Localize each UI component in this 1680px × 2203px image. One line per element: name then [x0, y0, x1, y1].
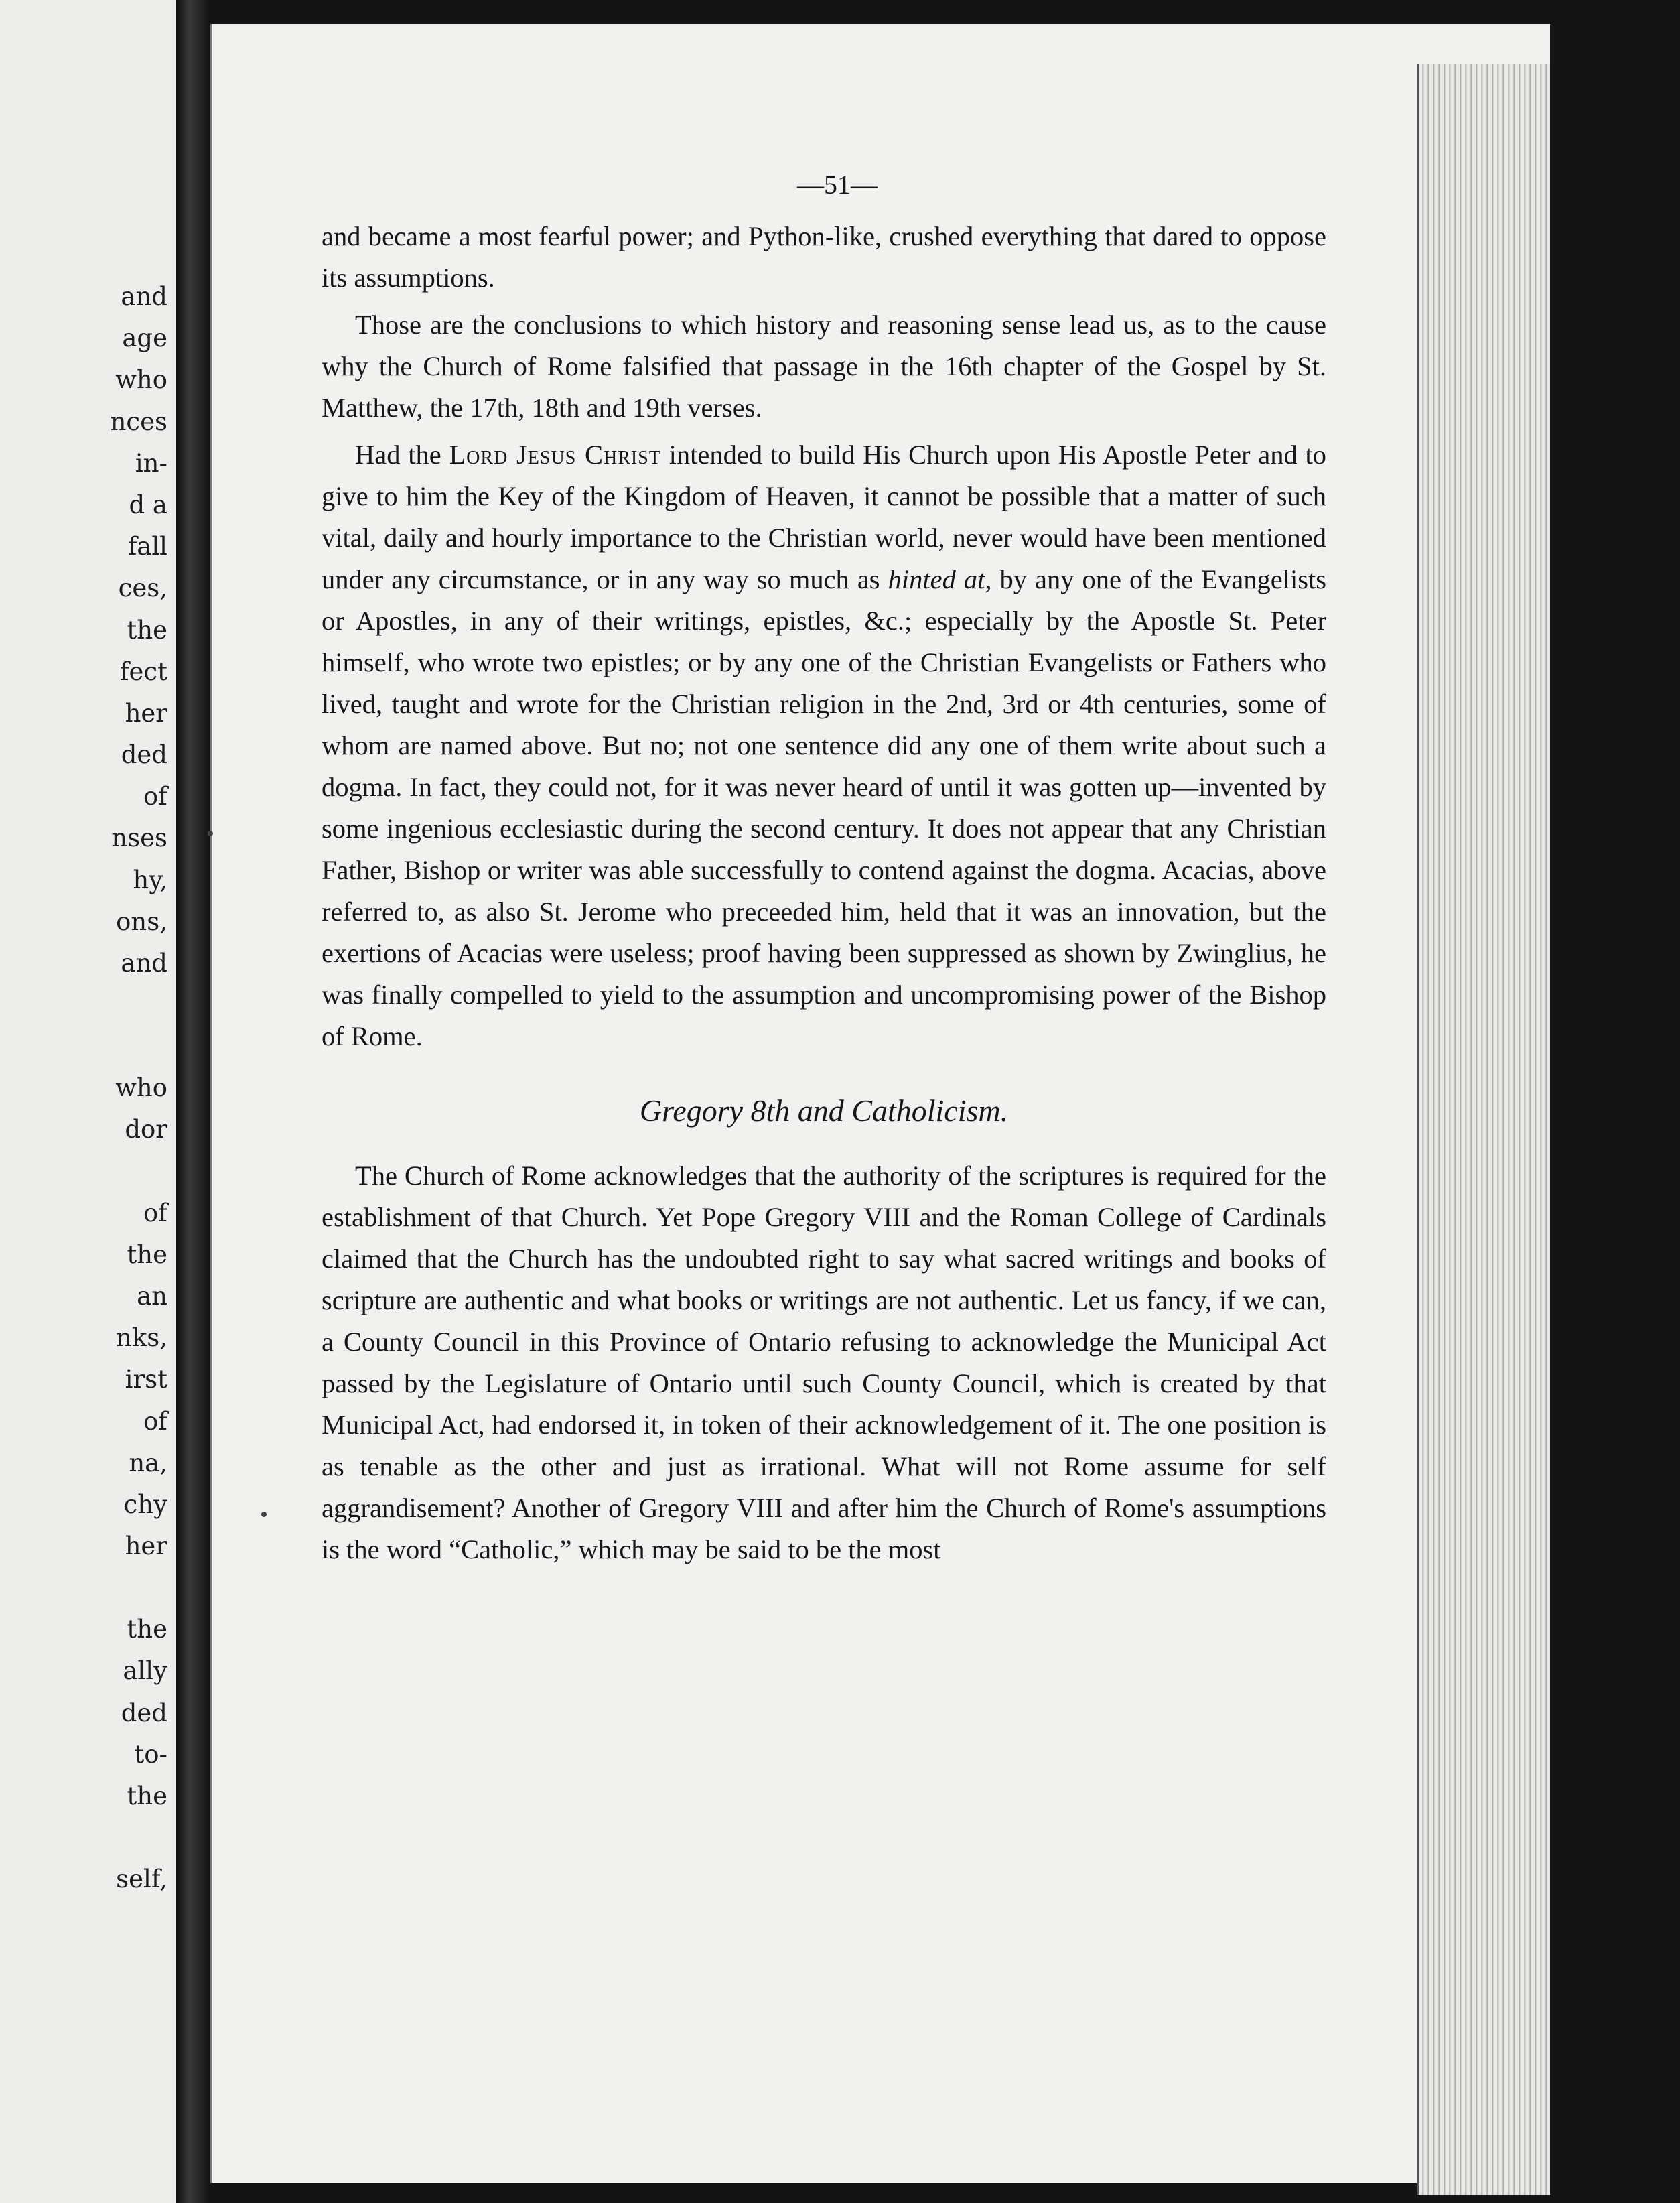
left-fragment: an [137, 1281, 167, 1311]
page-number: —51— [797, 170, 878, 200]
left-page-gap [7, 984, 167, 1067]
left-fragment: d a [129, 490, 167, 519]
left-fragment: the [127, 1615, 167, 1644]
page-text-block [322, 165, 1326, 1576]
left-fragment: ces, [118, 574, 167, 603]
paragraph-lord-jesus-christ [322, 434, 1326, 1057]
left-fragment: and [121, 949, 167, 978]
left-fragment: her [125, 698, 167, 728]
left-fragment: her [125, 1532, 167, 1561]
paragraph: Those are the conclusions to which history and reasoning sense lead us, as to the cause why the Church of Rome falsified that passage in the 16th chapter of the Gospel by St. Matthew, the 17th, 18th and 19th verses. [322, 310, 1326, 423]
text-span: Had the [355, 440, 449, 470]
left-fragment: the [127, 615, 167, 645]
left-fragment: nces [110, 407, 167, 436]
left-fragment: the [127, 1240, 167, 1269]
text-span: by any one of the Evangelists or Apostles, in any of their writings, epistles, &c.; especially by the Apostle St. Peter himself, who wrote two epistles; or by any one of the Christian Evangelists or Fathers who lived, taught and wrote for the Christian religion in the 2nd, 3rd or 4th centuries, some of whom are named above. But no; not one sentence did any one of them write about such a dogma. In fact, they could not, for it was never heard of until it was gotten up—invented by some ingenious ecclesiastic during the second century. It does not appear that any Christian Father, Bishop or writer was able successfully to contend against the dogma. Acacias, above referred to, as also St. Jerome who preceeded him, held that it was an innovation, but the exertions of Acacias were useless; proof having been suppressed as shown by Zwinglius, he was finally compelled to yield to the assumption and uncompromising power of the Bishop of Rome. [322, 564, 1327, 1051]
small-caps-name: Lord Jesus Christ [449, 440, 661, 470]
left-fragment: of [143, 782, 167, 811]
paragraph: The Church of Rome acknowledges that the authority of the scriptures is required for the establishment of that Church. Yet Pope Gregory VIII and the Roman College of Cardinals claimed that the Church has the undoubted right to say what sacred writings and books of scripture are authentic and what books or writings are not authentic. Let us fancy, if we can, a County Council in this Province of Ontario refusing to acknowledge the Municipal Act passed by the Legislature of Ontario until such County Council, which is created by that Municipal Act, had endorsed it, in token of their acknowledgement of it. The one position is as tenable as the other and just as irrational. What will not Rome assume for self aggrandisement? Another of Gregory VIII and after him the Church of Rome's assumptions is the word “Catholic,” which may be said to be the most [322, 1160, 1326, 1564]
left-facing-page [0, 0, 176, 2203]
left-fragment: fect [119, 657, 167, 686]
left-fragment: who [115, 1073, 167, 1103]
scan-speck [208, 831, 213, 836]
left-fragment: ally [123, 1656, 167, 1686]
left-fragment: and [121, 282, 167, 311]
left-fragment: nks, [116, 1323, 167, 1353]
paragraph: and became a most fearful power; and Python-like, crushed everything that dared to oppose its assumptions. [322, 221, 1326, 293]
left-fragment: hy, [133, 865, 167, 894]
left-fragment: chy [123, 1489, 167, 1519]
left-fragment: nses [111, 823, 167, 853]
left-fragment: who [115, 365, 167, 395]
left-fragment: ded [121, 740, 167, 770]
text-span: intended to build His Church upon His Apostle Peter and to give to him the Key of the Kingdom of Heaven, it cannot be possible that a matter of such vital, daily and hourly importance to the Christian world, never would have been mentioned under any circumstance, or in any way so much as [322, 440, 1326, 594]
left-fragment: dor [125, 1115, 167, 1144]
left-fragment: ons, [116, 907, 167, 936]
left-fragment: the [127, 1782, 167, 1810]
left-page-gap [7, 1151, 167, 1193]
book-spine-gutter [176, 0, 210, 2203]
left-fragment: age [122, 324, 167, 353]
emphasis-text: hinted at, [888, 564, 992, 594]
left-fragment: to- [134, 1739, 167, 1769]
left-fragment: na, [129, 1448, 167, 1477]
left-fragment: of [143, 1198, 167, 1227]
left-fragment: fall [127, 532, 167, 561]
left-fragment: self, [116, 1865, 167, 1894]
left-page-gap [7, 1817, 167, 1859]
page-edges [1417, 64, 1550, 2195]
section-heading: Gregory 8th and Catholicism. [639, 1093, 1009, 1128]
left-fragment: in- [135, 448, 167, 478]
left-fragment: ded [121, 1698, 167, 1727]
left-page-gap [7, 1567, 167, 1609]
left-page-text-fragments [7, 276, 167, 1900]
scan-speck [261, 1512, 267, 1517]
left-fragment: of [143, 1406, 167, 1436]
left-fragment: irst [125, 1365, 167, 1394]
